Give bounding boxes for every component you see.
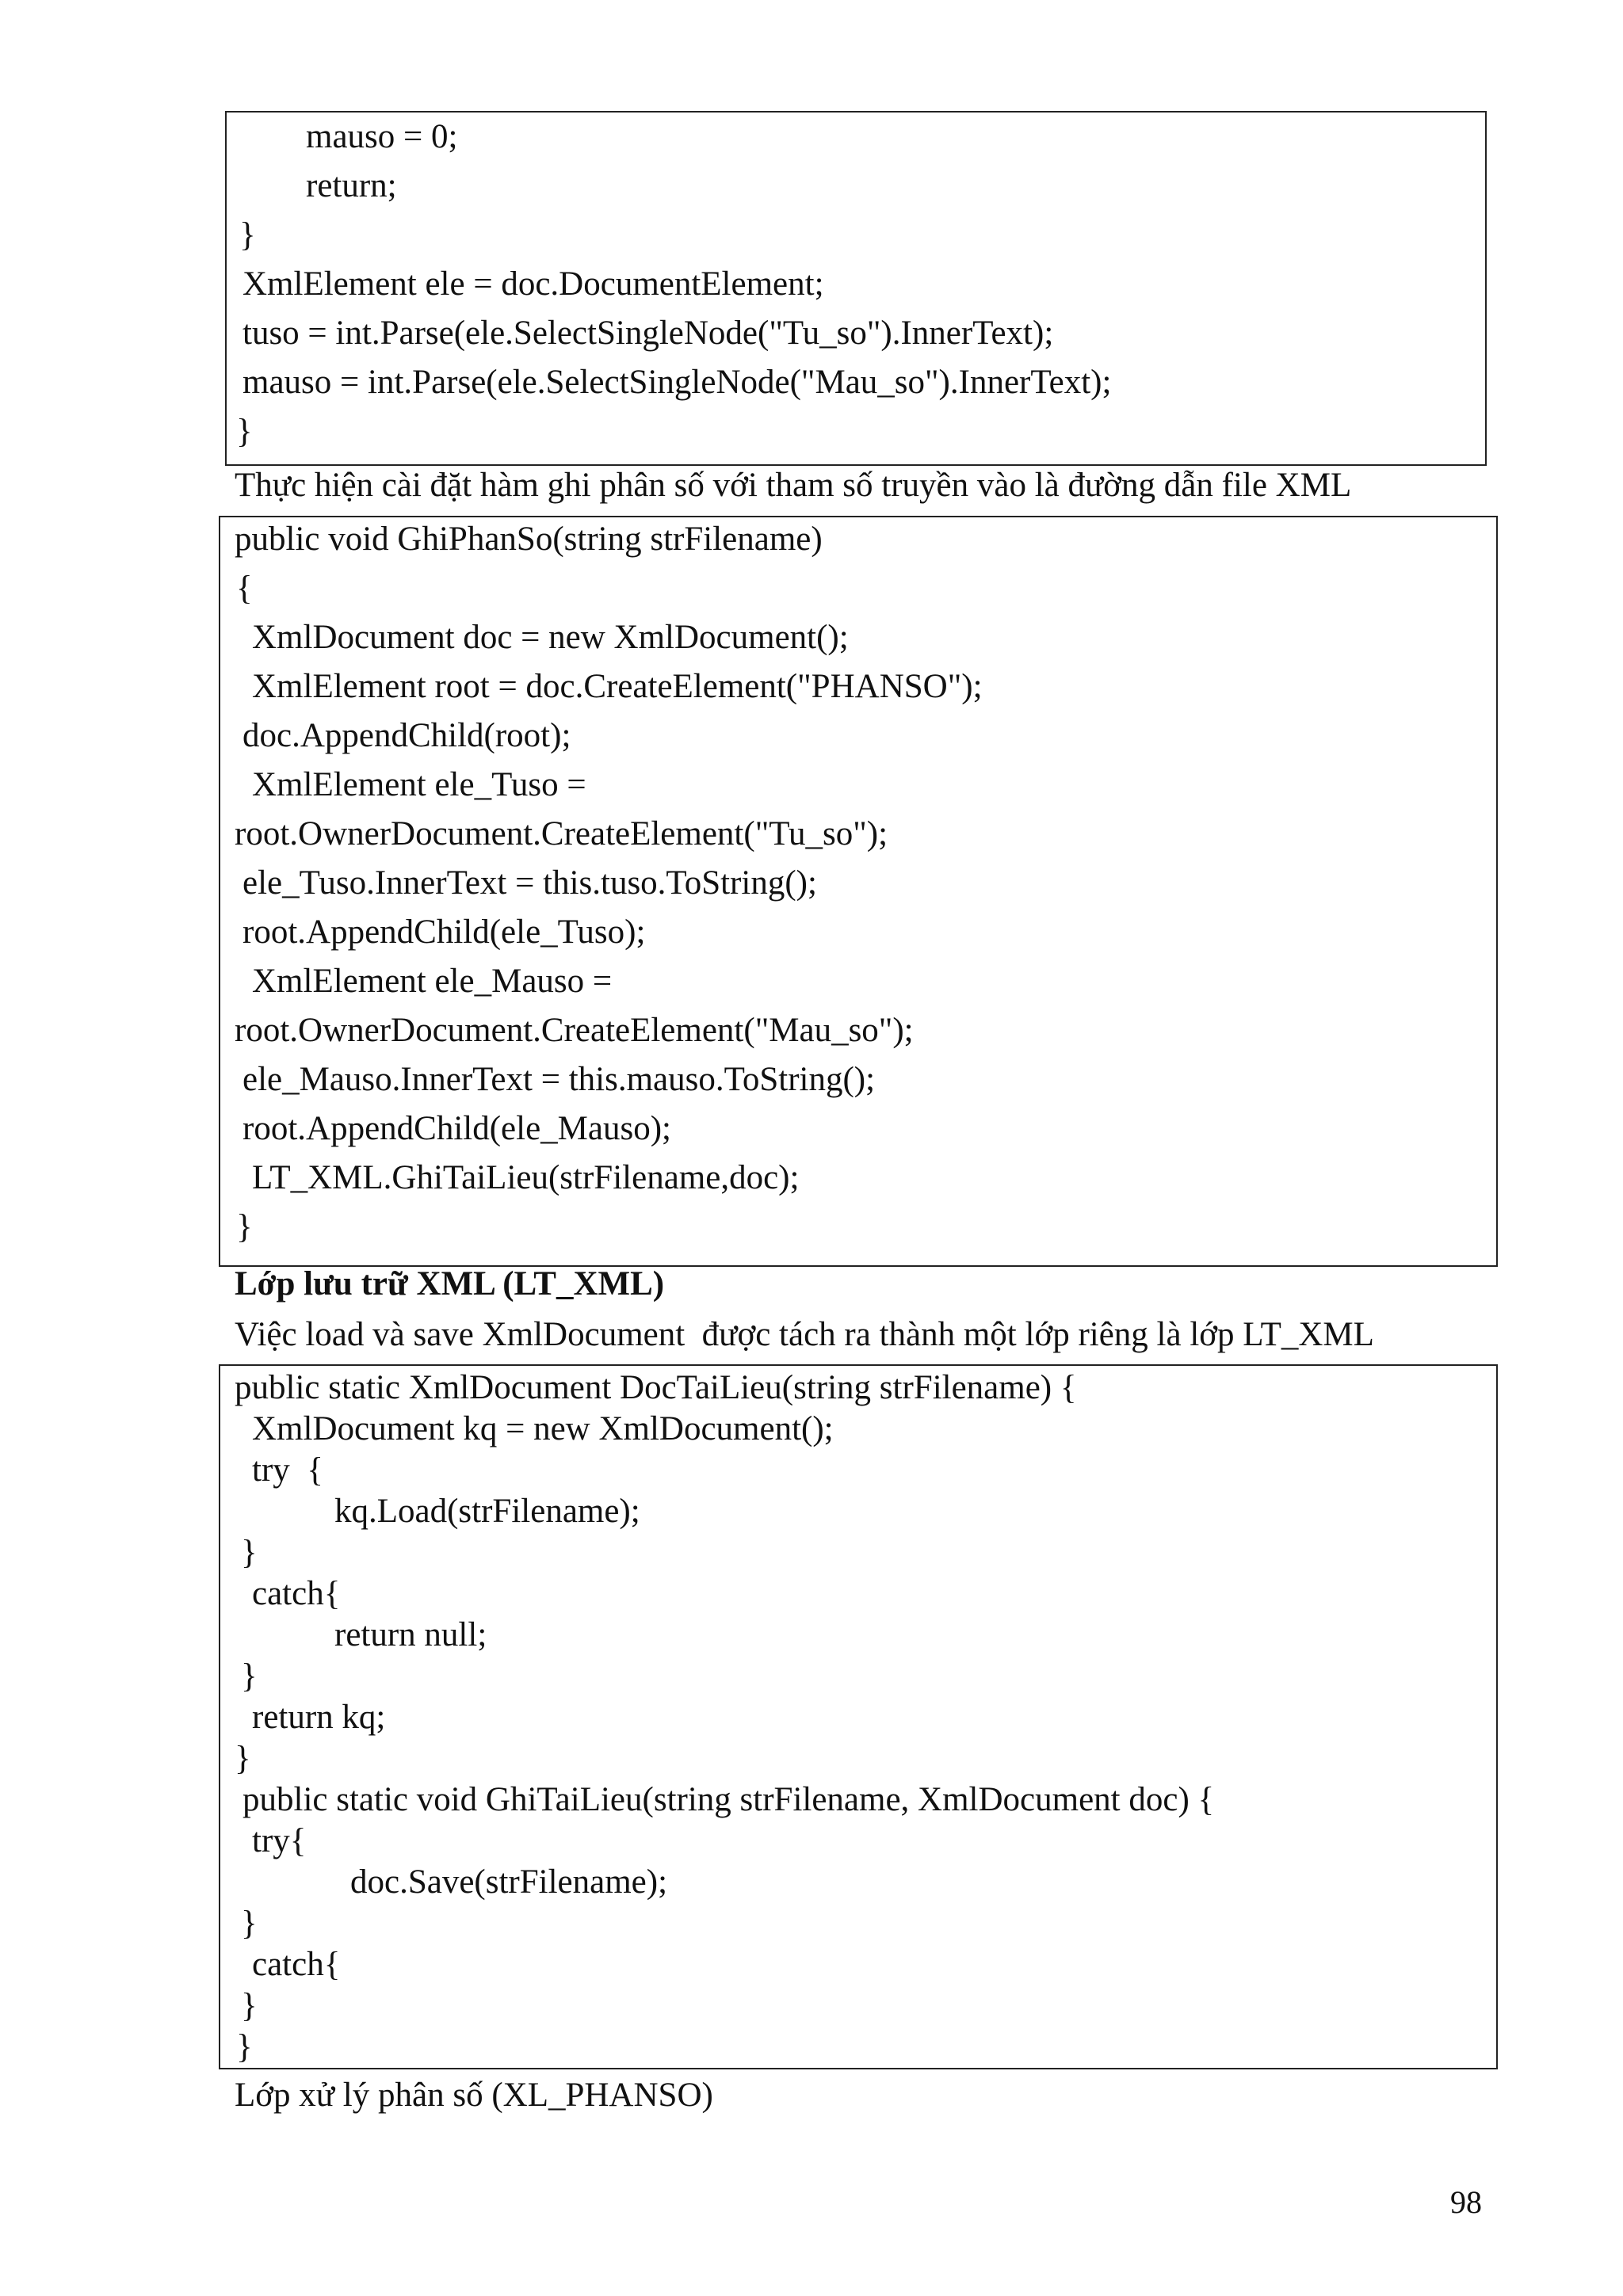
paragraph: Lớp xử lý phân số (XL_PHANSO) <box>235 2077 713 2114</box>
code-line: root.AppendChild(ele_Tuso); <box>242 913 646 951</box>
code-line: return null; <box>334 1616 487 1653</box>
code-box-3 <box>219 1364 1498 2069</box>
code-line: root.AppendChild(ele_Mauso); <box>242 1110 671 1147</box>
code-line: } <box>241 1657 258 1695</box>
code-line: ele_Mauso.InnerText = this.mauso.ToString(); <box>242 1061 876 1098</box>
code-line: mauso = int.Parse(ele.SelectSingleNode("Mau_so").InnerText); <box>242 364 1112 401</box>
code-line: catch{ <box>252 1946 341 1983</box>
code-line: XmlDocument doc = new XmlDocument(); <box>252 619 849 656</box>
code-line: doc.AppendChild(root); <box>242 717 571 754</box>
code-line: XmlElement ele = doc.DocumentElement; <box>242 265 824 303</box>
code-line: public static XmlDocument DocTaiLieu(string strFilename) { <box>235 1369 1077 1406</box>
code-line: public static void GhiTaiLieu(string strFilename, XmlDocument doc) { <box>242 1781 1215 1818</box>
code-line: } <box>235 1740 251 1777</box>
section-heading: Lớp lưu trữ XML (LT_XML) <box>235 1265 665 1302</box>
code-line: } <box>241 1905 258 1942</box>
code-line: XmlElement root = doc.CreateElement("PHANSO"); <box>252 668 983 705</box>
code-line: { <box>236 570 253 607</box>
code-line: XmlDocument kq = new XmlDocument(); <box>252 1410 834 1447</box>
code-line: root.OwnerDocument.CreateElement("Mau_so"); <box>235 1012 914 1049</box>
code-line: } <box>236 1208 253 1245</box>
code-line: return; <box>306 167 397 204</box>
code-line: public void GhiPhanSo(string strFilename) <box>235 521 823 558</box>
code-line: } <box>236 2028 253 2065</box>
code-line: root.OwnerDocument.CreateElement("Tu_so"); <box>235 815 888 852</box>
paragraph: Thực hiện cài đặt hàm ghi phân số với tham số truyền vào là đường dẫn file XML <box>235 467 1352 504</box>
page-number: 98 <box>1450 2184 1482 2220</box>
code-line: tuso = int.Parse(ele.SelectSingleNode("Tu_so").InnerText); <box>242 315 1054 352</box>
code-line: XmlElement ele_Tuso = <box>252 766 586 803</box>
code-line: try{ <box>252 1822 307 1859</box>
code-line: } <box>241 1534 258 1571</box>
code-line: } <box>241 1987 258 2024</box>
code-line: kq.Load(strFilename); <box>334 1493 640 1530</box>
code-line: return kq; <box>252 1699 386 1736</box>
code-line: doc.Save(strFilename); <box>350 1863 668 1901</box>
code-line: ele_Tuso.InnerText = this.tuso.ToString(); <box>242 864 817 902</box>
code-line: } <box>236 413 253 450</box>
code-line: mauso = 0; <box>306 118 458 155</box>
code-line: catch{ <box>252 1575 341 1612</box>
code-line: try { <box>252 1451 323 1489</box>
code-line: LT_XML.GhiTaiLieu(strFilename,doc); <box>252 1159 800 1196</box>
paragraph: Việc load và save XmlDocument được tách ra thành một lớp riêng là lớp LT_XML <box>235 1316 1374 1353</box>
code-line: XmlElement ele_Mauso = <box>252 963 613 1000</box>
code-line: } <box>239 216 256 254</box>
